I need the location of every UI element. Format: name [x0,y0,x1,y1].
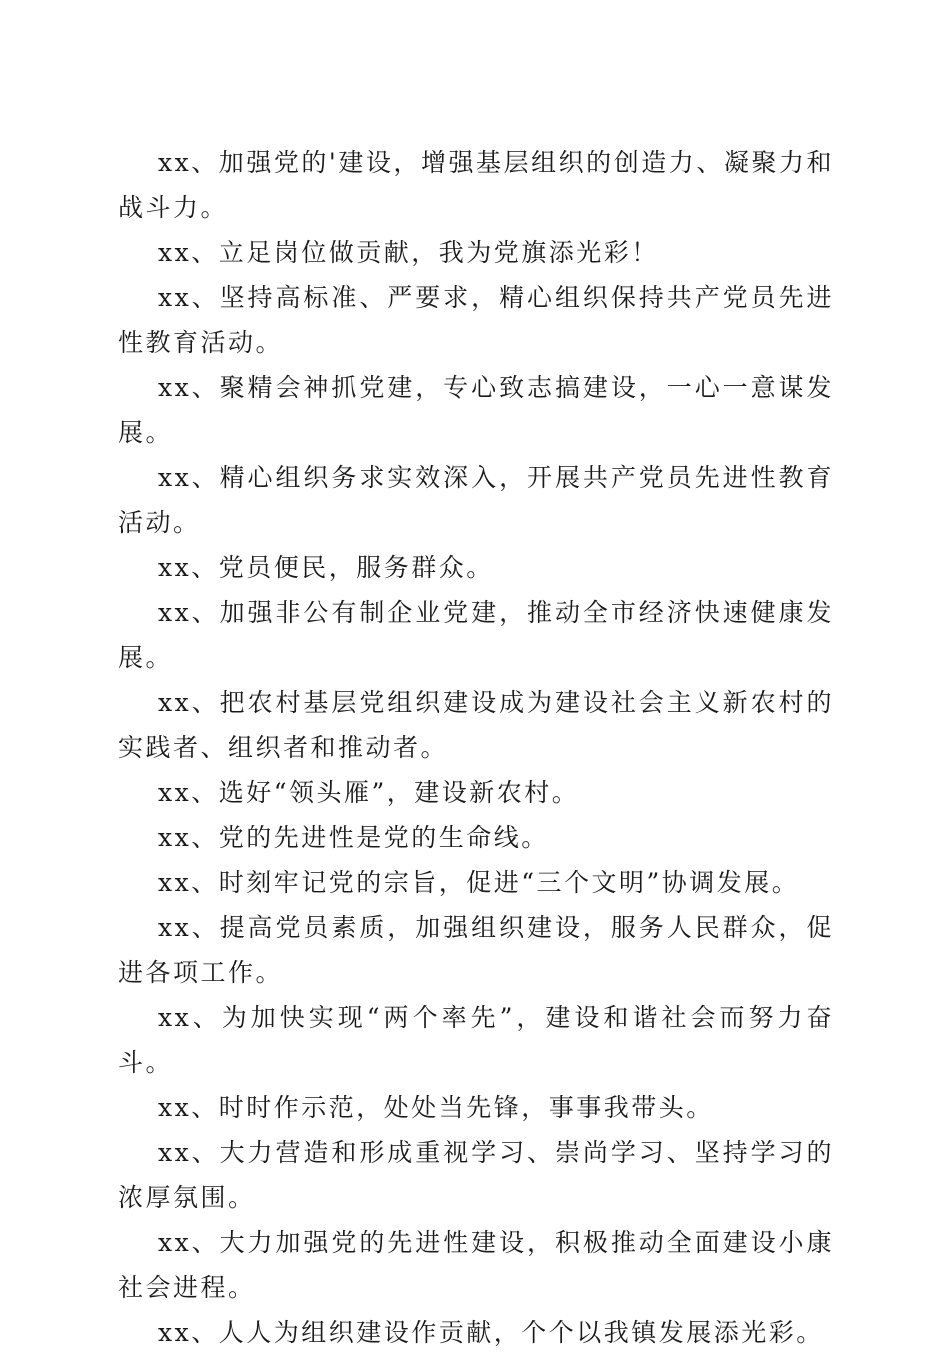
paragraph-11: xx、时刻牢记党的宗旨，促进“三个文明”协调发展。 [158,868,800,897]
paragraph-17: xx、人人为组织建设作贡献，个个以我镇发展添光彩。 [158,1318,824,1347]
paragraph-7: xx、加强非公有制企业党建，推动全市经济快速健康发展。 [118,598,834,672]
paragraph-12: xx、提高党员素质，加强组织建设，服务人民群众，促进各项工作。 [118,913,834,987]
paragraph-5: xx、精心组织务求实效深入，开展共产党员先进性教育活动。 [118,463,834,537]
paragraph-10: xx、党的先进性是党的生命线。 [158,823,549,852]
paragraph-14: xx、时时作示范，处处当先锋，事事我带头。 [158,1093,714,1122]
paragraph-8: xx、把农村基层党组织建设成为建设社会主义新农村的实践者、组织者和推动者。 [118,688,834,762]
paragraph-9: xx、选好“领头雁”，建设新农村。 [158,778,580,807]
paragraph-13: xx、为加快实现“两个率先”，建设和谐社会而努力奋斗。 [118,1003,834,1077]
paragraph-6: xx、党员便民，服务群众。 [158,553,494,582]
paragraph-3: xx、坚持高标准、严要求，精心组织保持共产党员先进性教育活动。 [118,283,834,357]
paragraph-15: xx、大力营造和形成重视学习、崇尚学习、坚持学习的浓厚氛围。 [118,1138,834,1212]
paragraph-16: xx、大力加强党的先进性建设，积极推动全面建设小康社会进程。 [118,1228,834,1302]
paragraph-1: xx、加强党的'建设，增强基层组织的创造力、凝聚力和战斗力。 [118,148,834,222]
paragraph-2: xx、立足岗位做贡献，我为党旗添光彩！ [158,238,659,267]
paragraph-4: xx、聚精会神抓党建，专心致志搞建设，一心一意谋发展。 [118,373,834,447]
document-body [118,140,834,1355]
